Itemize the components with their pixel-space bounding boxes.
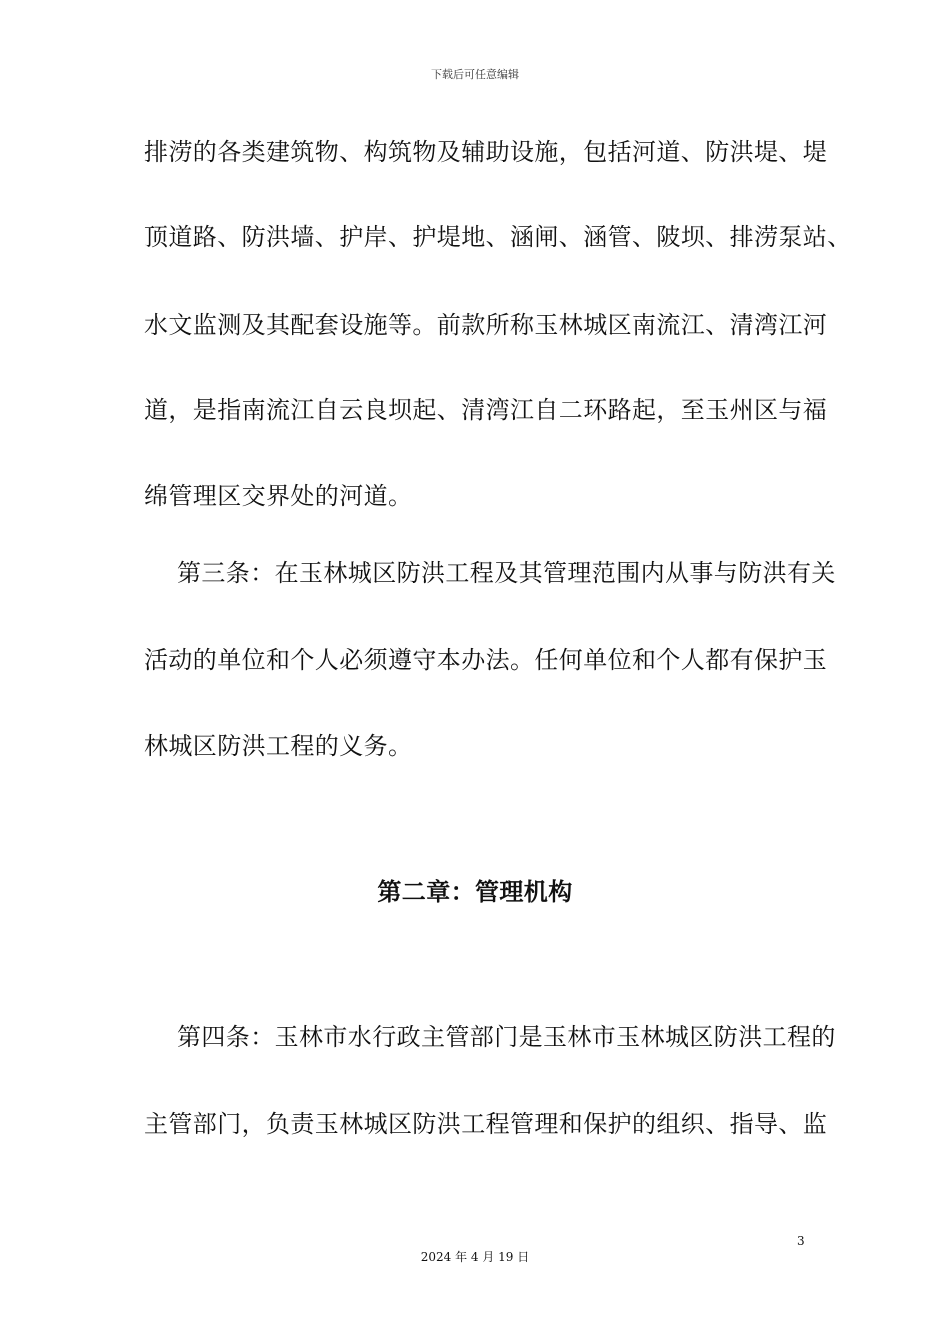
article-4-line-2: 主管部门，负责玉林城区防洪工程管理和保护的组织、指导、监 [144,1110,828,1138]
chapter-title: 第二章：管理机构 [377,878,573,906]
page-number: 3 [797,1234,805,1248]
article-3-line-1: 第三条：在玉林城区防洪工程及其管理范围内从事与防洪有关 [177,559,836,587]
body-line-1: 排涝的各类建筑物、构筑物及辅助设施，包括河道、防洪堤、堤 [144,138,828,166]
body-line-4: 道，是指南流江自云良坝起、清湾江自二环路起，至玉州区与福 [144,396,828,424]
article-4-line-1: 第四条：玉林市水行政主管部门是玉林市玉林城区防洪工程的 [177,1023,836,1051]
header-note: 下载后可任意编辑 [431,68,519,81]
body-line-5: 绵管理区交界处的河道。 [144,482,413,510]
footer-date: 2024 年 4 月 19 日 [420,1250,530,1264]
body-line-3: 水文监测及其配套设施等。前款所称玉林城区南流江、清湾江河 [144,311,828,339]
article-3-line-2: 活动的单位和个人必须遵守本办法。任何单位和个人都有保护玉 [144,646,828,674]
body-line-2: 顶道路、防洪墙、护岸、护堤地、涵闸、涵管、陂坝、排涝泵站、 [144,223,852,251]
article-3-line-3: 林城区防洪工程的义务。 [144,732,413,760]
